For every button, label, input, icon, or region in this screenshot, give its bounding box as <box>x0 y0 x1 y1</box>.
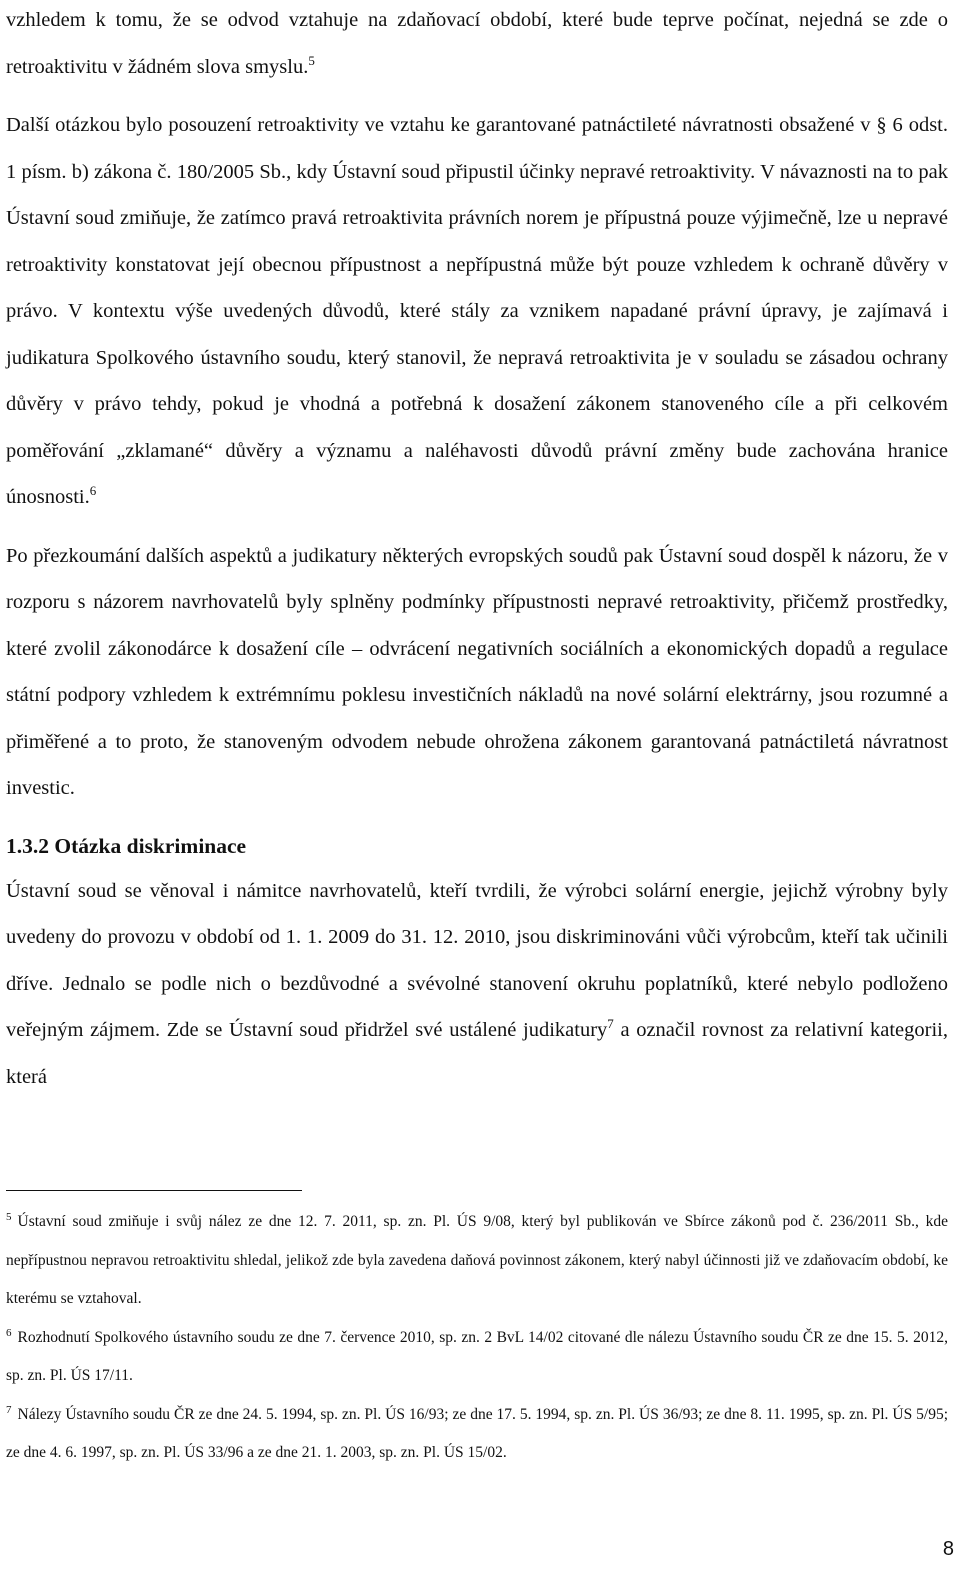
footnote-item <box>6 1203 948 1319</box>
footnote-number: 5 <box>6 1211 12 1223</box>
paragraph-text: Po přezkoumání dalších aspektů a judikatury některých evropských soudů pak Ústavní soud dospěl k názoru, že v rozporu s názorem navrhovatelů byly splněny podmínky přípustnosti nepravé retroaktivity, přičemž prostředky, které zvolil zákonodárce k dosažení cíle – odvrácení negativních sociálních a ekonomických dopadů a regulace státní podpory vzhledem k extrémnímu poklesu investičních nákladů na nové solární elektrárny, jsou rozumné a přiměřené a to proto, že stanoveným odvodem nebude ohrožena zákonem garantovaná patnáctiletá návratnost investic. <box>6 544 948 799</box>
paragraph-text: vzhledem k tomu, že se odvod vztahuje na zdaňovací období, které bude teprve počínat, nejedná se zde o retroaktivitu v žádném slova smyslu. <box>6 9 948 78</box>
body-paragraph <box>6 868 948 1101</box>
footnote-number: 6 <box>6 1326 12 1339</box>
footnote-reference: 6 <box>89 483 97 498</box>
footnotes <box>6 1203 948 1473</box>
paragraph-text: Ústavní soud se věnoval i námitce navrhovatelů, kteří tvrdili, že výrobci solární energie, jejichž výrobny byly uvedeny do provozu v období od 1. 1. 2009 do 31. 12. 2010, jsou diskriminováni vůči výrobcům, kteří tak učinili dříve. Jednalo se podle nich o bezdůvodné a svévolné stanovení okruhu poplatníků, které nebylo podloženo veřejným zájmem. Zde se Ústavní soud přidržel své ustálené judikatury <box>6 879 948 1041</box>
page-number: 8 <box>942 1538 954 1560</box>
footnote-item <box>6 1396 948 1473</box>
footnote-reference: 7 <box>607 1016 614 1031</box>
document-body <box>6 0 948 1100</box>
footnote-item <box>6 1319 948 1396</box>
footnote-reference: 5 <box>308 52 315 68</box>
section-heading: 1.3.2 Otázka diskriminace <box>6 833 247 858</box>
body-paragraph <box>6 533 948 812</box>
body-paragraph <box>6 102 948 521</box>
footnote-text: Ústavní soud zmiňuje i svůj nález ze dne 12. 7. 2011, sp. zn. Pl. ÚS 9/08, který byl publikován ve Sbírce zákonů pod č. 236/2011 Sb., kde nepřípustnou nepravou retroaktivitu shledal, jelikož zde byla zavedena daňová povinnost zákonem, který nabyl účinnosti již ve zdaňovacím období, ke kterému se vztahoval. <box>6 1213 948 1307</box>
body-paragraph <box>6 0 948 90</box>
footnote-text: Rozhodnutí Spolkového ústavního soudu ze dne 7. července 2010, sp. zn. 2 BvL 14/02 citované dle nálezu Ústavního soudu ČR ze dne 15. 5. 2012, sp. zn. Pl. ÚS 17/11. <box>6 1328 948 1384</box>
paragraph-text: a označil rovnost za relativní kategorii, která <box>6 1019 948 1088</box>
paragraph-text: Další otázkou bylo posouzení retroaktivity ve vztahu ke garantované patnáctileté návratnosti obsažené v § 6 odst. 1 písm. b) zákona č. 180/2005 Sb., kdy Ústavní soud připustil účinky nepravé retroaktivity. V návaznosti na to pak Ústavní soud zmiňuje, že zatímco pravá retroaktivita právních norem je přípustná pouze výjimečně, lze u nepravé retroaktivity konstatovat její obecnou přípustnost a nepřípustná může být pouze vzhledem k ochraně důvěry v právo. V kontextu výše uvedených důvodů, které stály za vznikem napadané právní úpravy, je zajímavá i judikatura Spolkového ústavního soudu, který stanovil, že nepravá retroaktivita je v souladu se zásadou ochrany důvěry v právo tehdy, pokud je vhodná a potřebná k dosažení zákonem stanoveného cíle a při celkovém poměřování „zklamané“ důvěry a významu a naléhavosti důvodů právní změny bude zachována hranice únosnosti. <box>6 114 948 508</box>
footnote-separator <box>6 1190 302 1191</box>
footnote-text: Nálezy Ústavního soudu ČR ze dne 24. 5. 1994, sp. zn. Pl. ÚS 16/93; ze dne 17. 5. 1994, sp. zn. Pl. ÚS 36/93; ze dne 8. 11. 1995, sp. zn. Pl. ÚS 5/95; ze dne 4. 6. 1997, sp. zn. Pl. ÚS 33/96 a ze dne 21. 1. 2003, sp. zn. Pl. ÚS 15/02. <box>6 1405 948 1461</box>
footnote-number: 7 <box>6 1403 12 1416</box>
